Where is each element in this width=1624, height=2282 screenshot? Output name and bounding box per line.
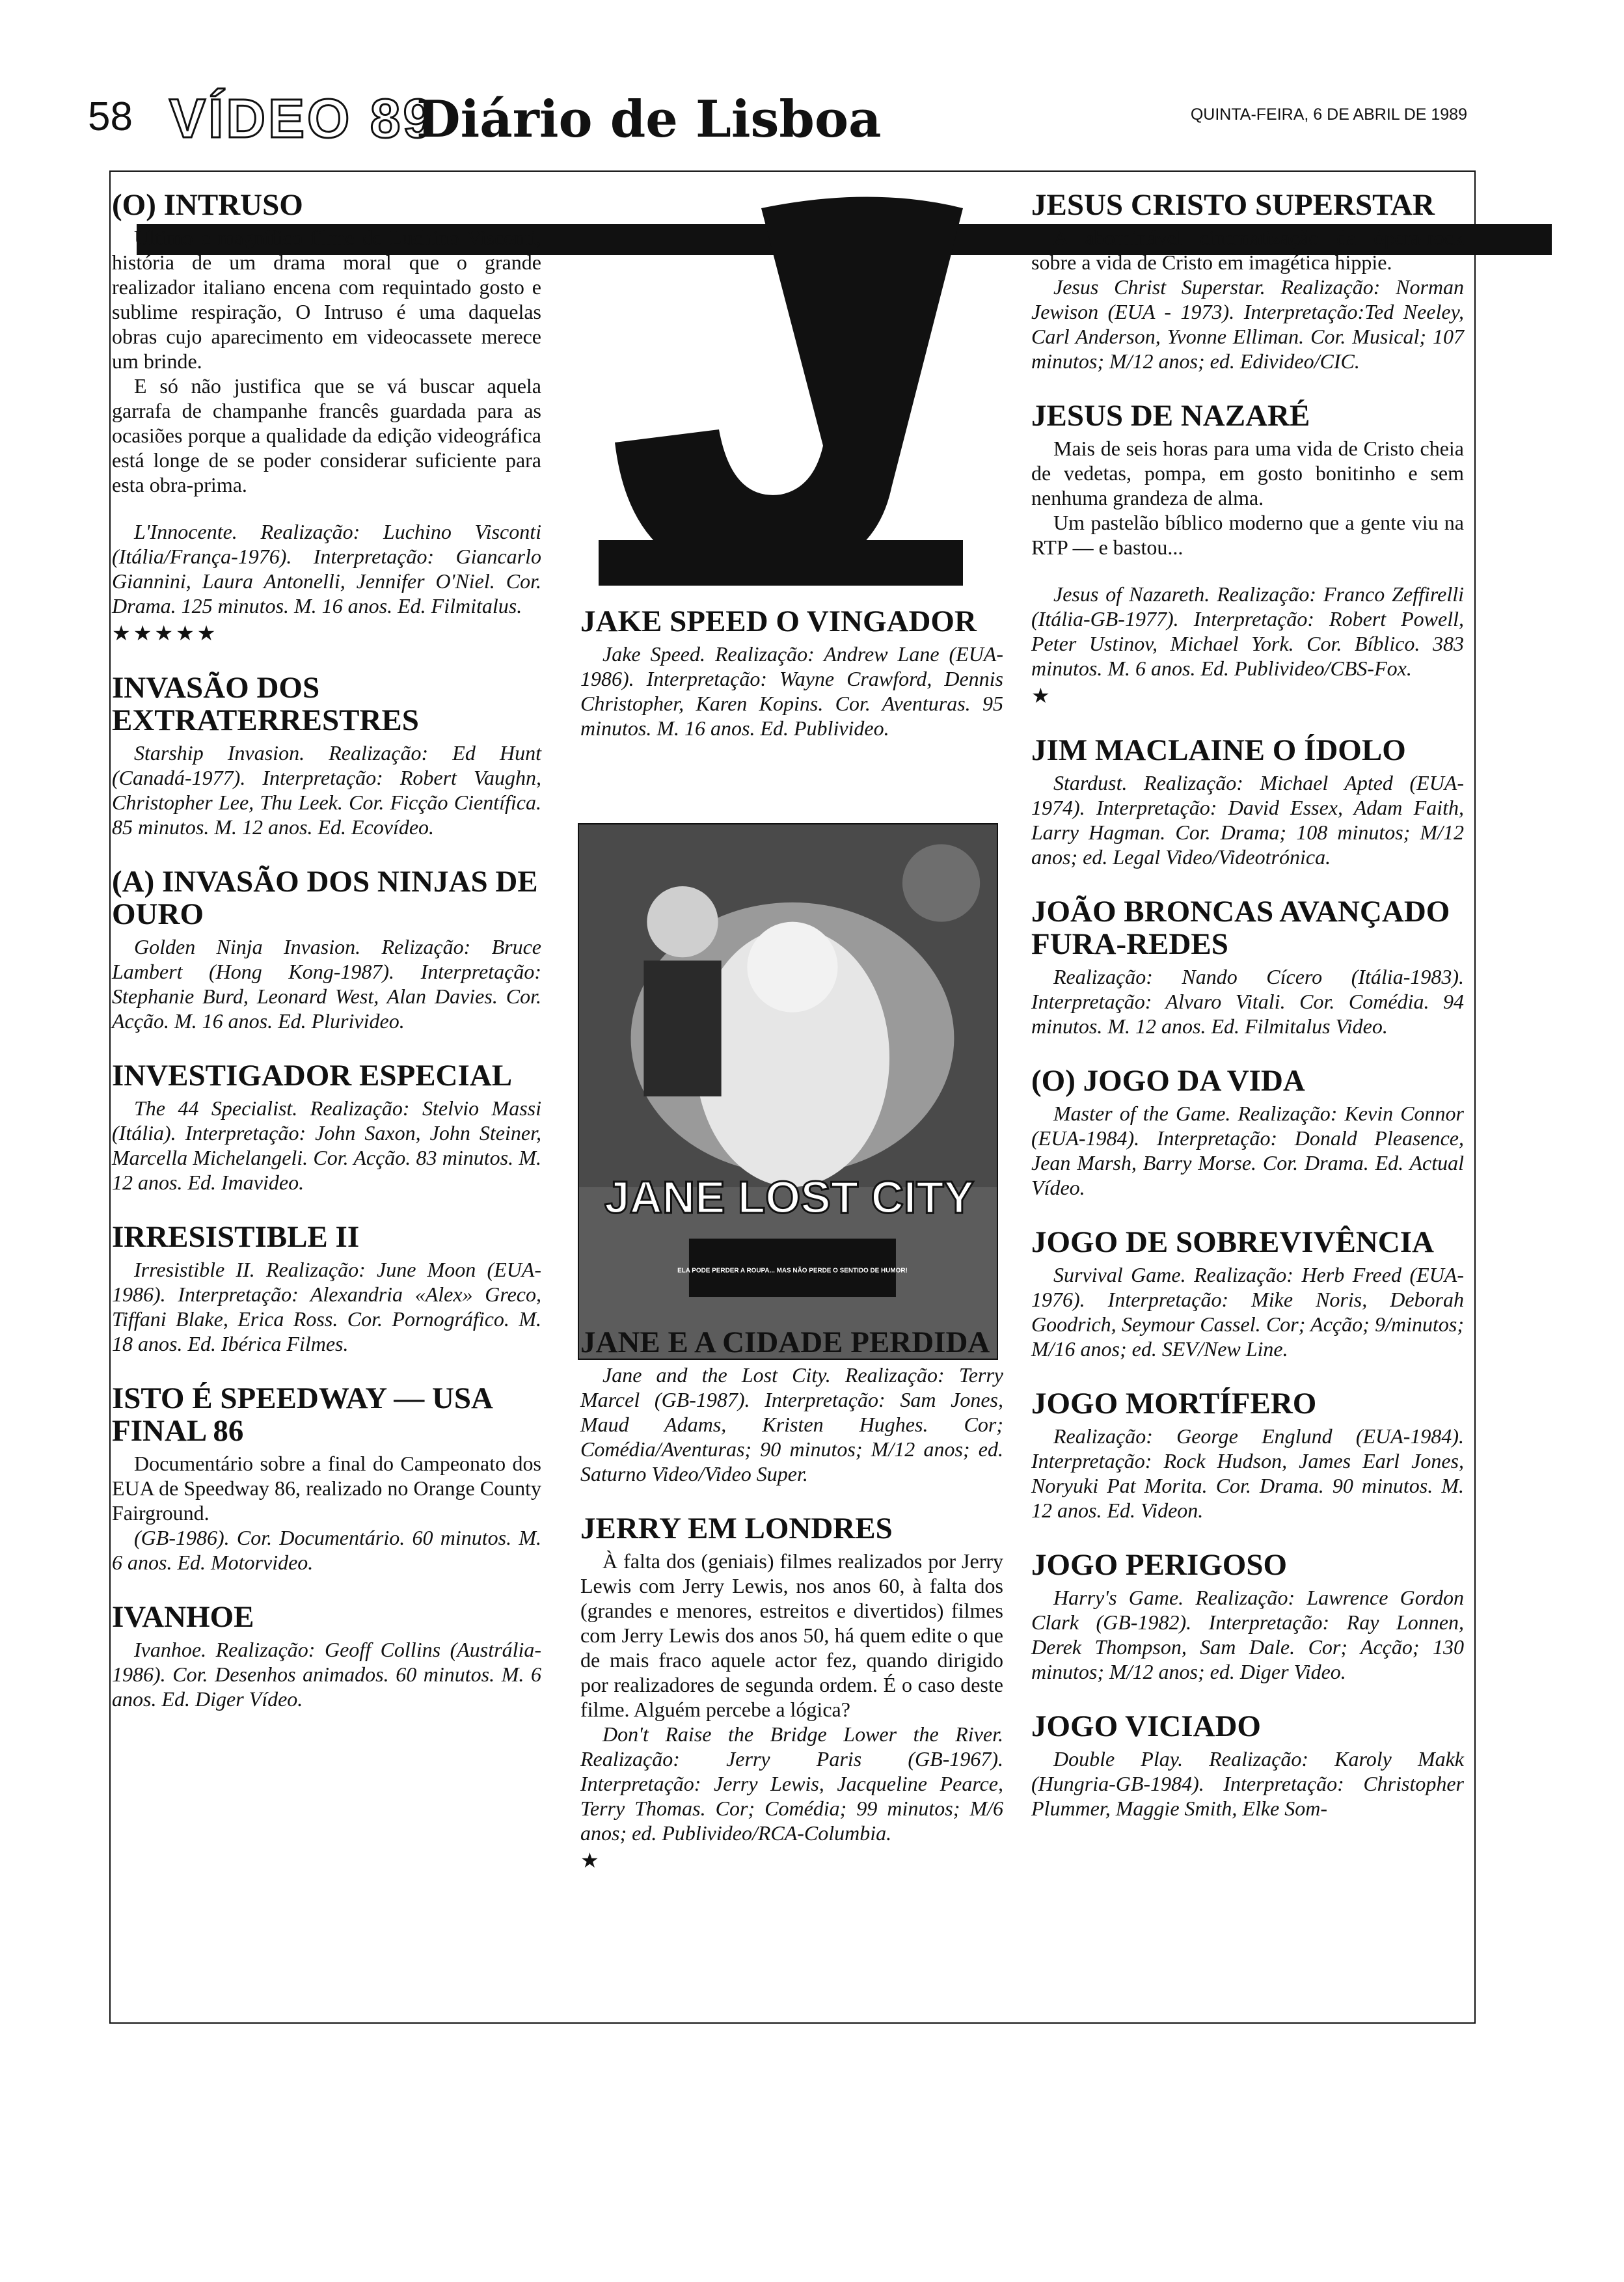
film-entry — [1031, 1387, 1464, 1523]
film-credits: Stardust. Realização: Michael Apted (EUA-1974). Interpretação: David Essex, Adam Faith, Larry Hagman. Cor. Drama; 108 minutos; M/12 anos; ed. Legal Video/Videotrónica. — [1031, 771, 1464, 869]
film-title: JESUS CRISTO SUPERSTAR — [1031, 188, 1435, 222]
film-title: INVESTIGADOR ESPECIAL — [112, 1059, 513, 1093]
film-entry — [1031, 1226, 1464, 1361]
film-credits: Jake Speed. Realização: Andrew Lane (EUA-1986). Interpretação: Wayne Crawford, Dennis Christopher, Karen Kopins. Cor. Aventuras. 95 minutos. M. 16 anos. Ed. Publivideo. — [580, 642, 1003, 740]
page-number: 58 — [88, 94, 133, 139]
film-title: JOGO MORTÍFERO — [1031, 1387, 1317, 1420]
film-credits: Don't Raise the Bridge Lower the River. Realização: Jerry Paris (GB-1967). Interpretação: Jerry Lewis, Jacqueline Pearce, Terry Thomas. Cor; Comédia; 99 minutos; M/6 anos; ed. Publivideo/RCA-Columbia. — [580, 1722, 1003, 1845]
film-title: JESUS DE NAZARÉ — [1031, 399, 1310, 433]
film-credits: Golden Ninja Invasion. Relização: Bruce Lambert (Hong Kong-1987). Interpretação: Stephanie Burd, Leonard West, Alan Davies. Cor. Acção. M. 16 anos. Ed. Plurivideo. — [112, 935, 541, 1033]
film-review: Último e magnífico filme de Luchino Visconti, história de um drama moral que o grande realizador italiano encena com requintado gosto e sublime respiração, O Intruso é uma daquelas obras cujo aparecimento em videocassete merece um brinde. — [112, 226, 541, 373]
film-title: JANE E A CIDADE PERDIDA — [580, 1325, 990, 1359]
issue-date: QUINTA-FEIRA, 6 DE ABRIL DE 1989 — [1190, 105, 1467, 124]
film-title: INVASÃO DOS EXTRATERRESTRES — [112, 671, 419, 737]
film-entry — [1031, 400, 1464, 708]
film-title: (O) JOGO DA VIDA — [1031, 1064, 1305, 1098]
poster-spacer — [580, 767, 1003, 1326]
film-entry — [1031, 1710, 1464, 1821]
film-credits: Realização: George Englund (EUA-1984). Interpretação: Rock Hudson, James Earl Jones, Noryuki Pat Morita. Cor. Drama. 90 minutos. M. 12 anos. Ed. Videon. — [1031, 1424, 1464, 1522]
film-entry — [1031, 895, 1464, 1039]
film-title: IVANHOE — [112, 1600, 254, 1634]
film-entry — [112, 672, 541, 839]
film-entry — [580, 605, 1003, 740]
film-credits: Jane and the Lost City. Realização: Terry Marcel (GB-1987). Interpretação: Sam Jones, Maud Adams, Kristen Hughes. Cor; Comédia/Aventuras; 90 minutos; M/12 anos; ed. Saturno Video/Video Super. — [580, 1363, 1003, 1486]
film-entry — [112, 1601, 541, 1711]
film-entry — [112, 1221, 541, 1356]
film-credits: Double Play. Realização: Karoly Makk (Hungria-GB-1984). Interpretação: Christopher Plummer, Maggie Smith, Elke Som- — [1031, 1747, 1464, 1820]
poster-tagline: ELA PODE PERDER A ROUPA... MAS NÃO PERDE O SENTIDO DE HUMOR! — [677, 1267, 908, 1275]
film-credits: Jesus Christ Superstar. Realização: Norman Jewison (EUA - 1973). Interpretação:Ted Neeley, Carl Anderson, Yvonne Elliman. Cor. Musical; 107 minutos; M/12 anos; ed. Edivideo/CIC. — [1031, 275, 1464, 373]
film-credits: Survival Game. Realização: Herb Freed (EUA-1976). Interpretação: Mike Noris, Deborah Goodrich, Seymour Cassel. Cor; Acção; 9/minutos; M/16 anos; ed. SEV/New Line. — [1031, 1263, 1464, 1361]
poster-title: JANE LOST CITY — [604, 1171, 975, 1223]
film-credits: Harry's Game. Realização: Lawrence Gordon Clark (GB-1982). Interpretação: Ray Lonnen, Derek Thompson, Sam Dale. Cor; Acção; 130 minutos; M/12 anos; ed. Diger Video. — [1031, 1586, 1464, 1683]
film-review: Documentário sobre a final do Campeonato dos EUA de Speedway 86, realizado no Orange County Fairground. — [112, 1452, 541, 1525]
film-review: A abominável cinematização da ópera-rock sobre a vida de Cristo em imagética hippie. — [1031, 226, 1464, 274]
film-review: À falta dos (geniais) filmes realizados por Jerry Lewis com Jerry Lewis, nos anos 60, à falta dos (grandes e menores, estreitos e divertidos) filmes com Jerry Lewis dos anos 50, há quem edite o que de mais fraco aquele actor fez, quando dirigido por realizadores de segunda ordem. É o caso deste filme. Alguém percebe a lógica? — [580, 1549, 1003, 1721]
film-title: (A) INVASÃO DOS NINJAS DE OURO — [112, 865, 538, 931]
film-title: JOGO VICIADO — [1031, 1709, 1261, 1743]
rating-stars: ★ — [1031, 684, 1053, 707]
film-entry — [1031, 1549, 1464, 1684]
supplement-title: VÍDEO 89 — [169, 88, 437, 149]
film-credits: (GB-1986). Cor. Documentário. 60 minutos. M. 6 anos. Ed. Motorvideo. — [112, 1526, 541, 1574]
film-title: JAKE SPEED O VINGADOR — [580, 604, 977, 638]
film-credits: Master of the Game. Realização: Kevin Connor (EUA-1984). Interpretação: Donald Pleasence, Jean Marsh, Barry Morse. Cor. Drama. Ed. Actual Vídeo. — [1031, 1102, 1464, 1199]
rating-stars: ★ — [580, 1849, 602, 1872]
film-title: JOGO DE SOBREVIVÊNCIA — [1031, 1225, 1434, 1259]
film-entry — [580, 1326, 1003, 1486]
film-credits: The 44 Specialist. Realização: Stelvio Massi (Itália). Interpretação: John Saxon, John Steiner, Marcella Michelangeli. Cor. Acção. 83 minutos. M. 12 anos. Ed. Imavideo. — [112, 1096, 541, 1194]
column-left — [112, 189, 541, 1737]
film-entry — [112, 1059, 541, 1195]
film-credits: Starship Invasion. Realização: Ed Hunt (Canadá-1977). Interpretação: Robert Vaughn, Christopher Lee, Thu Leek. Cor. Ficção Científica. 85 minutos. M. 12 anos. Ed. Ecovídeo. — [112, 741, 541, 839]
film-review: Um pastelão bíblico moderno que a gente viu na RTP — e bastou... — [1031, 511, 1464, 559]
film-entry — [112, 1382, 541, 1575]
film-title: IRRESISTIBLE II — [112, 1220, 360, 1254]
film-review: Mais de seis horas para uma vida de Cristo cheia de vedetas, pompa, em gosto bonitinho e sem nenhuma grandeza de alma. — [1031, 437, 1464, 509]
masthead — [88, 88, 1467, 172]
rating-stars: ★★★★★ — [112, 621, 219, 645]
film-entry — [1031, 734, 1464, 869]
film-entry — [1031, 189, 1464, 374]
film-title: JOGO PERIGOSO — [1031, 1548, 1288, 1582]
film-credits: Irresistible II. Realização: June Moon (EUA-1986). Interpretação: Alexandria «Alex» Greco, Tiffani Blake, Erica Ross. Cor. Pornográfico. M. 18 anos. Ed. Ibérica Filmes. — [112, 1258, 541, 1355]
film-title: JIM MACLAINE O ÍDOLO — [1031, 733, 1406, 767]
film-entry — [1031, 1065, 1464, 1200]
film-credits: Realização: Nando Cícero (Itália-1983). Interpretação: Alvaro Vitali. Cor. Comédia. 94 minutos. M. 12 anos. Ed. Filmitalus Video. — [1031, 965, 1464, 1038]
film-entry — [112, 865, 541, 1033]
film-title: JOÃO BRONCAS AVANÇADO FURA-REDES — [1031, 895, 1450, 961]
section-letter-graphic — [586, 189, 976, 586]
film-credits: Ivanhoe. Realização: Geoff Collins (Austrália-1986). Cor. Desenhos animados. 60 minutos. M. 6 anos. Ed. Diger Vídeo. — [112, 1638, 541, 1711]
column-middle — [580, 605, 1003, 1899]
newspaper-title: Diário de Lisboa — [416, 90, 882, 149]
film-entry — [580, 1512, 1003, 1873]
column-right — [1031, 189, 1464, 1847]
film-credits: L'Innocente. Realização: Luchino Visconti (Itália/França-1976). Interpretação: Giancarlo Giannini, Laura Antonelli, Jennifer O'Niel. Cor. Drama. 125 minutos. M. 16 anos. Ed. Filmitalus. — [112, 520, 541, 618]
film-title: ISTO É SPEEDWAY — USA FINAL 86 — [112, 1381, 492, 1448]
film-title: (O) INTRUSO — [112, 188, 303, 222]
film-title: JERRY EM LONDRES — [580, 1512, 893, 1545]
film-review: E só não justifica que se vá buscar aquela garrafa de champanhe francês guardada para as ocasiões porque a qualidade da edição videográfica está longe de se poder considerar suficiente para esta obra-prima. — [112, 374, 541, 496]
film-credits: Jesus of Nazareth. Realização: Franco Zeffirelli (Itália-GB-1977). Interpretação: Robert Powell, Peter Ustinov, Michael York. Cor. Bíblico. 383 minutos. M. 6 anos. Ed. Publivideo/CBS-Fox. — [1031, 582, 1464, 680]
film-entry — [112, 189, 541, 645]
